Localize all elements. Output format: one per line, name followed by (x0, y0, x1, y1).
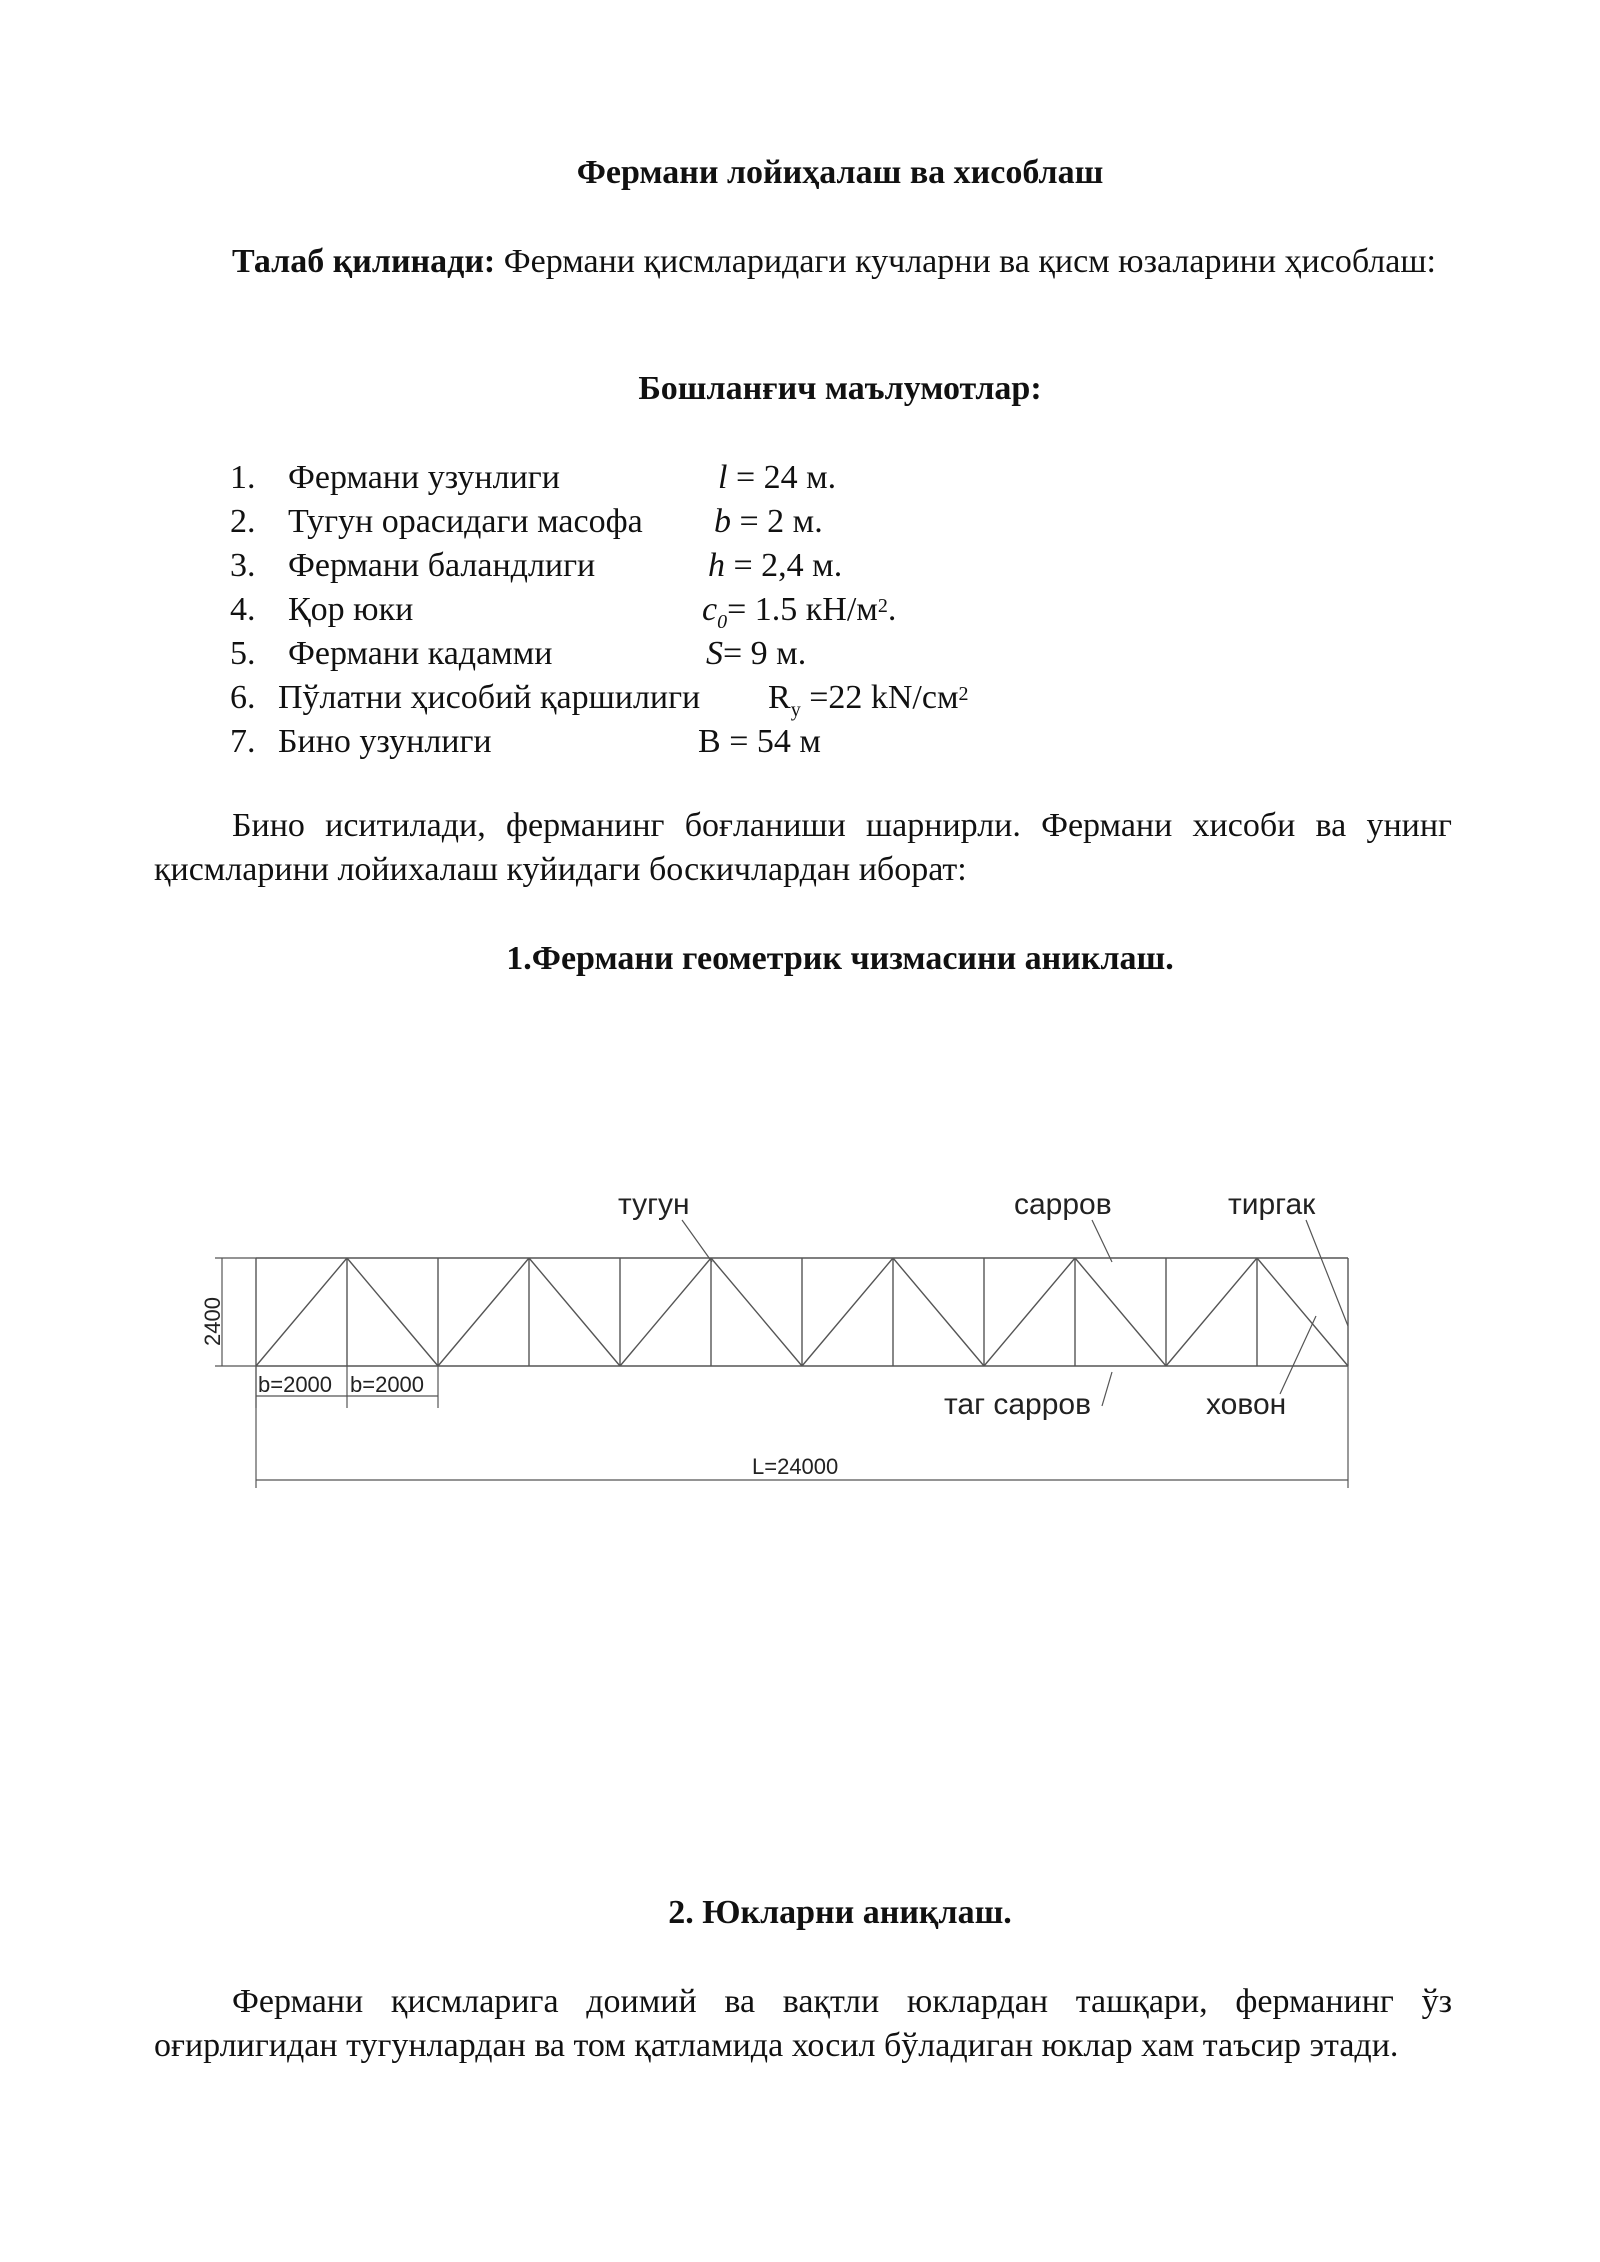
initial-data-heading: Бошланғич маълумотлар: (638, 370, 1042, 407)
dim-length-label: L=24000 (752, 1454, 839, 1479)
diagonal (1257, 1258, 1348, 1366)
truss-diagram (0, 1150, 1600, 1510)
closing-paragraph: Фермани қисмларига доимий ва вақтли юклардан ташқари, ферманинг ўз оғирлигидан тугунлардан ва том қатламида хосил бўладиган юклар хам таъсир этади. (154, 1983, 1452, 2064)
diagonal (347, 1258, 438, 1366)
dim-b2-label: b=2000 (350, 1372, 425, 1397)
document-page: Фермани лойиҳалаш ва хисоблаш Талаб қилинади: Фермани қисмларидаги кучларни ва қисм юзаларини ҳисоблаш: Бошланғич маълумотлар: 1. Фермани узунлиги l = 24 м. 2. Тугун орасидаги масофа b = 2 м. 3. Фермани баландлиги h = 2,4 м. 4. Қор юки $c_0= 1.5$ $кН/м^2$. 5. Фермани кадамми S= 9 м. 6. Пўлатни ҳисобий қаршилиги $R_y =22$ $kN/см^2$ 7. Бино узунлиги B = 54 м Бино иситилади, ферманинг боғланиши шарнирли. Фермани хисоби ва унинг қисмларини лойихалаш куйидаги боскичлардан иборат: 1.Фермани геометрик чизмасини аниклаш. тугун сарров тиргак таг сарров ховон 2400 b=2000 b=2000 L=24000 2. Юкларни аниқлаш. Фермани қисмларига доимий ва вақтли юклардан ташқари, ферманинг ўз оғирлигидан тугунлардан ва том қатламида хосил бўладиган юклар хам таъсир этади. (0, 0, 1600, 2262)
diagonal (438, 1258, 529, 1366)
diagonal (893, 1258, 984, 1366)
section1-heading: 1.Фермани геометрик чизмасини аниклаш. (506, 940, 1174, 977)
dim-b1-label: b=2000 (258, 1372, 333, 1397)
section2-heading: 2. Юкларни аниқлаш. (668, 1894, 1012, 1931)
diagonal (620, 1258, 711, 1366)
requirement-paragraph (154, 240, 1452, 284)
document-title: Фермани лойиҳалаш ва хисоблаш (576, 154, 1104, 191)
diagonal (802, 1258, 893, 1366)
label-diagonal: ховон (1206, 1388, 1287, 1421)
description-paragraph: Бино иситилади, ферманинг боғланиши шарнирли. Фермани хисоби ва унинг қисмларини лойихалаш куйидаги боскичлардан иборат: (154, 807, 1452, 888)
label-top-chord: сарров (1014, 1188, 1112, 1221)
diagonal (1075, 1258, 1166, 1366)
diagonal (711, 1258, 802, 1366)
diagonal (1166, 1258, 1257, 1366)
leader-node (682, 1220, 712, 1262)
label-post: тиргак (1228, 1188, 1316, 1221)
dim-height-label: 2400 (200, 1297, 225, 1346)
diagonal (256, 1258, 347, 1366)
leader-post (1306, 1220, 1348, 1326)
leader-bottom-chord (1102, 1372, 1112, 1406)
label-node: тугун (618, 1188, 690, 1221)
diagonal (984, 1258, 1075, 1366)
label-bottom-chord: таг сарров (944, 1388, 1092, 1421)
leader-top-chord (1092, 1220, 1112, 1262)
requirement-lead: Талаб қилинади: (232, 243, 496, 280)
requirement-text: Фермани қисмларидаги кучларни ва қисм юзаларини ҳисоблаш: (503, 243, 1436, 280)
diagonal (529, 1258, 620, 1366)
leader-diagonal (1280, 1316, 1316, 1394)
